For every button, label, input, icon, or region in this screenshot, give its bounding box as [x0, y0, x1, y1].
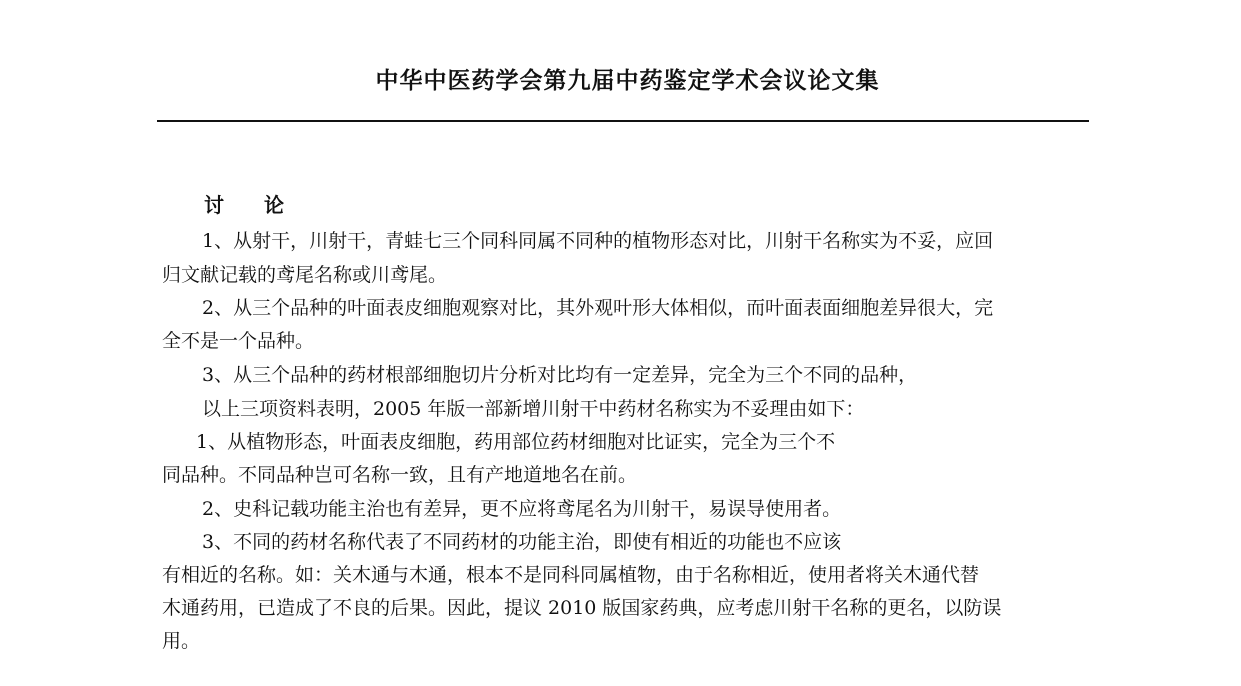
paragraph-1-line-2: 归文献记载的鸢尾名称或川鸢尾。: [162, 264, 448, 286]
paragraph-3-line-1: 3、从三个品种的药材根部细胞切片分析对比均有一定差异，完全为三个不同的品种，: [202, 364, 918, 386]
paragraph-2-line-2: 全不是一个品种。: [162, 330, 315, 352]
reason-3-line-1: 3、不同的药材名称代表了不同药材的功能主治，即使有相近的功能也不应该: [202, 531, 842, 553]
reason-1-line-1: 1、从植物形态，叶面表皮细胞，药用部位药材细胞对比证实，完全为三个不: [196, 431, 836, 453]
reason-3-line-4: 用。: [162, 630, 201, 652]
paragraph-2-line-1: 2、从三个品种的叶面表皮细胞观察对比，其外观叶形大体相似，而叶面表面细胞差异很大，完: [202, 297, 994, 319]
header-divider: [157, 120, 1089, 122]
reason-3-line-2: 有相近的名称。如：关木通与木通，根本不是同科同属植物，由于名称相近，使用者将关木通代替: [162, 564, 980, 586]
summary-line: 以上三项资料表明，2005 年版一部新增川射干中药材名称实为不妥理由如下：: [202, 398, 865, 420]
heading-char-1: 讨: [204, 193, 224, 217]
heading-char-2: 论: [264, 193, 284, 217]
paragraph-1-line-1: 1、从射干，川射干，青蛙七三个同科同属不同种的植物形态对比，川射干名称实为不妥，应回: [202, 230, 994, 252]
reason-3-line-3: 木通药用，已造成了不良的后果。因此，提议 2010 版国家药典，应考虑川射干名称的更名，以防误: [162, 597, 1002, 619]
reason-1-line-2: 同品种。不同品种岂可名称一致，且有产地道地名在前。: [162, 464, 638, 486]
reason-2-line: 2、史科记载功能主治也有差异，更不应将鸢尾名为川射干，易误导使用者。: [202, 498, 842, 520]
section-heading: [204, 190, 284, 220]
page-header-title: 中华中医药学会第九届中药鉴定学术会议论文集: [375, 67, 880, 94]
